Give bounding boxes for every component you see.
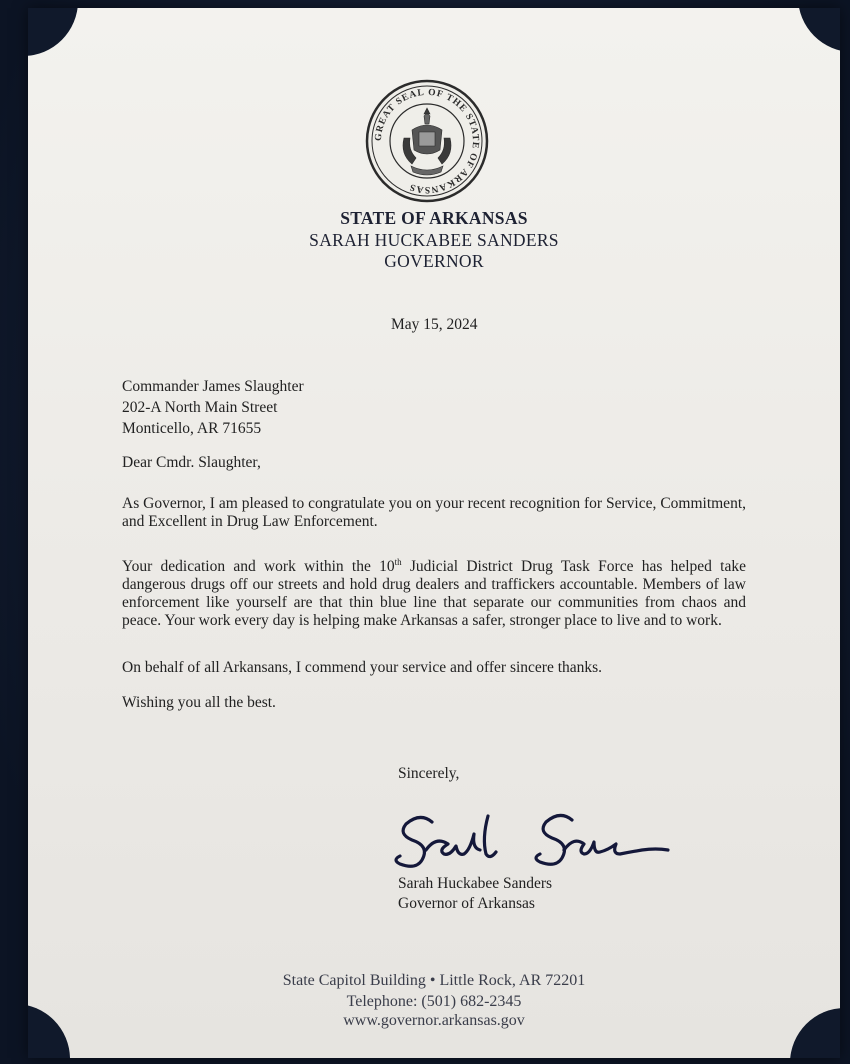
footer-address: State Capitol Building • Little Rock, AR 72201 — [282, 972, 586, 989]
recipient-name: Commander James Slaughter — [122, 378, 304, 395]
signer-name: Sarah Huckabee Sanders — [398, 875, 553, 892]
seal-text: GREAT SEAL OF THE STATE OF ARKANSAS — [373, 87, 481, 195]
paragraph-2-start: Your dedication and work within the 10 — [122, 558, 395, 576]
salutation: Dear Cmdr. Slaughter, — [122, 454, 261, 471]
photo-corner-top-right — [798, 8, 840, 52]
photo-corner-top-left — [28, 8, 78, 56]
letterhead-state: STATE OF ARKANSAS — [340, 208, 528, 228]
signer-title: Governor of Arkansas — [398, 895, 535, 912]
recipient-address — [122, 376, 304, 439]
footer-telephone: Telephone: (501) 682-2345 — [346, 993, 522, 1010]
letterhead-governor-name: SARAH HUCKABEE SANDERS — [309, 230, 559, 250]
body-paragraph-2 — [122, 553, 746, 630]
state-seal-icon — [364, 78, 490, 204]
body-paragraph-1: As Governor, I am pleased to congratulate you on your recent recognition for Service, Commitment, and Excellent in Drug Law Enforcement. — [122, 495, 746, 530]
valediction: Sincerely, — [398, 765, 460, 782]
signer-block — [398, 874, 552, 914]
letterhead-title: GOVERNOR — [384, 251, 484, 271]
recipient-street: 202-A North Main Street — [122, 399, 278, 416]
letter-page — [28, 8, 840, 1058]
body-paragraph-3: On behalf of all Arkansans, I commend your service and offer sincere thanks. — [122, 659, 603, 676]
signature-icon — [392, 804, 672, 876]
footer-website[interactable]: www.governor.arkansas.gov — [343, 1012, 525, 1029]
letter-date: May 15, 2024 — [391, 316, 478, 333]
paragraph-2-rest: Judicial District Drug Task Force has helped take dangerous drugs off our streets and hold drug dealers and traffickers accountable. Members of law enforcement like yourself are that thin blue line that separate our communities from chaos and peace. Your work every day is helping make Arkansas a safer, stronger place to live and to work. — [122, 558, 746, 630]
ordinal-suffix: th — [394, 557, 402, 567]
body-paragraph-4: Wishing you all the best. — [122, 694, 276, 711]
recipient-city: Monticello, AR 71655 — [122, 420, 262, 437]
